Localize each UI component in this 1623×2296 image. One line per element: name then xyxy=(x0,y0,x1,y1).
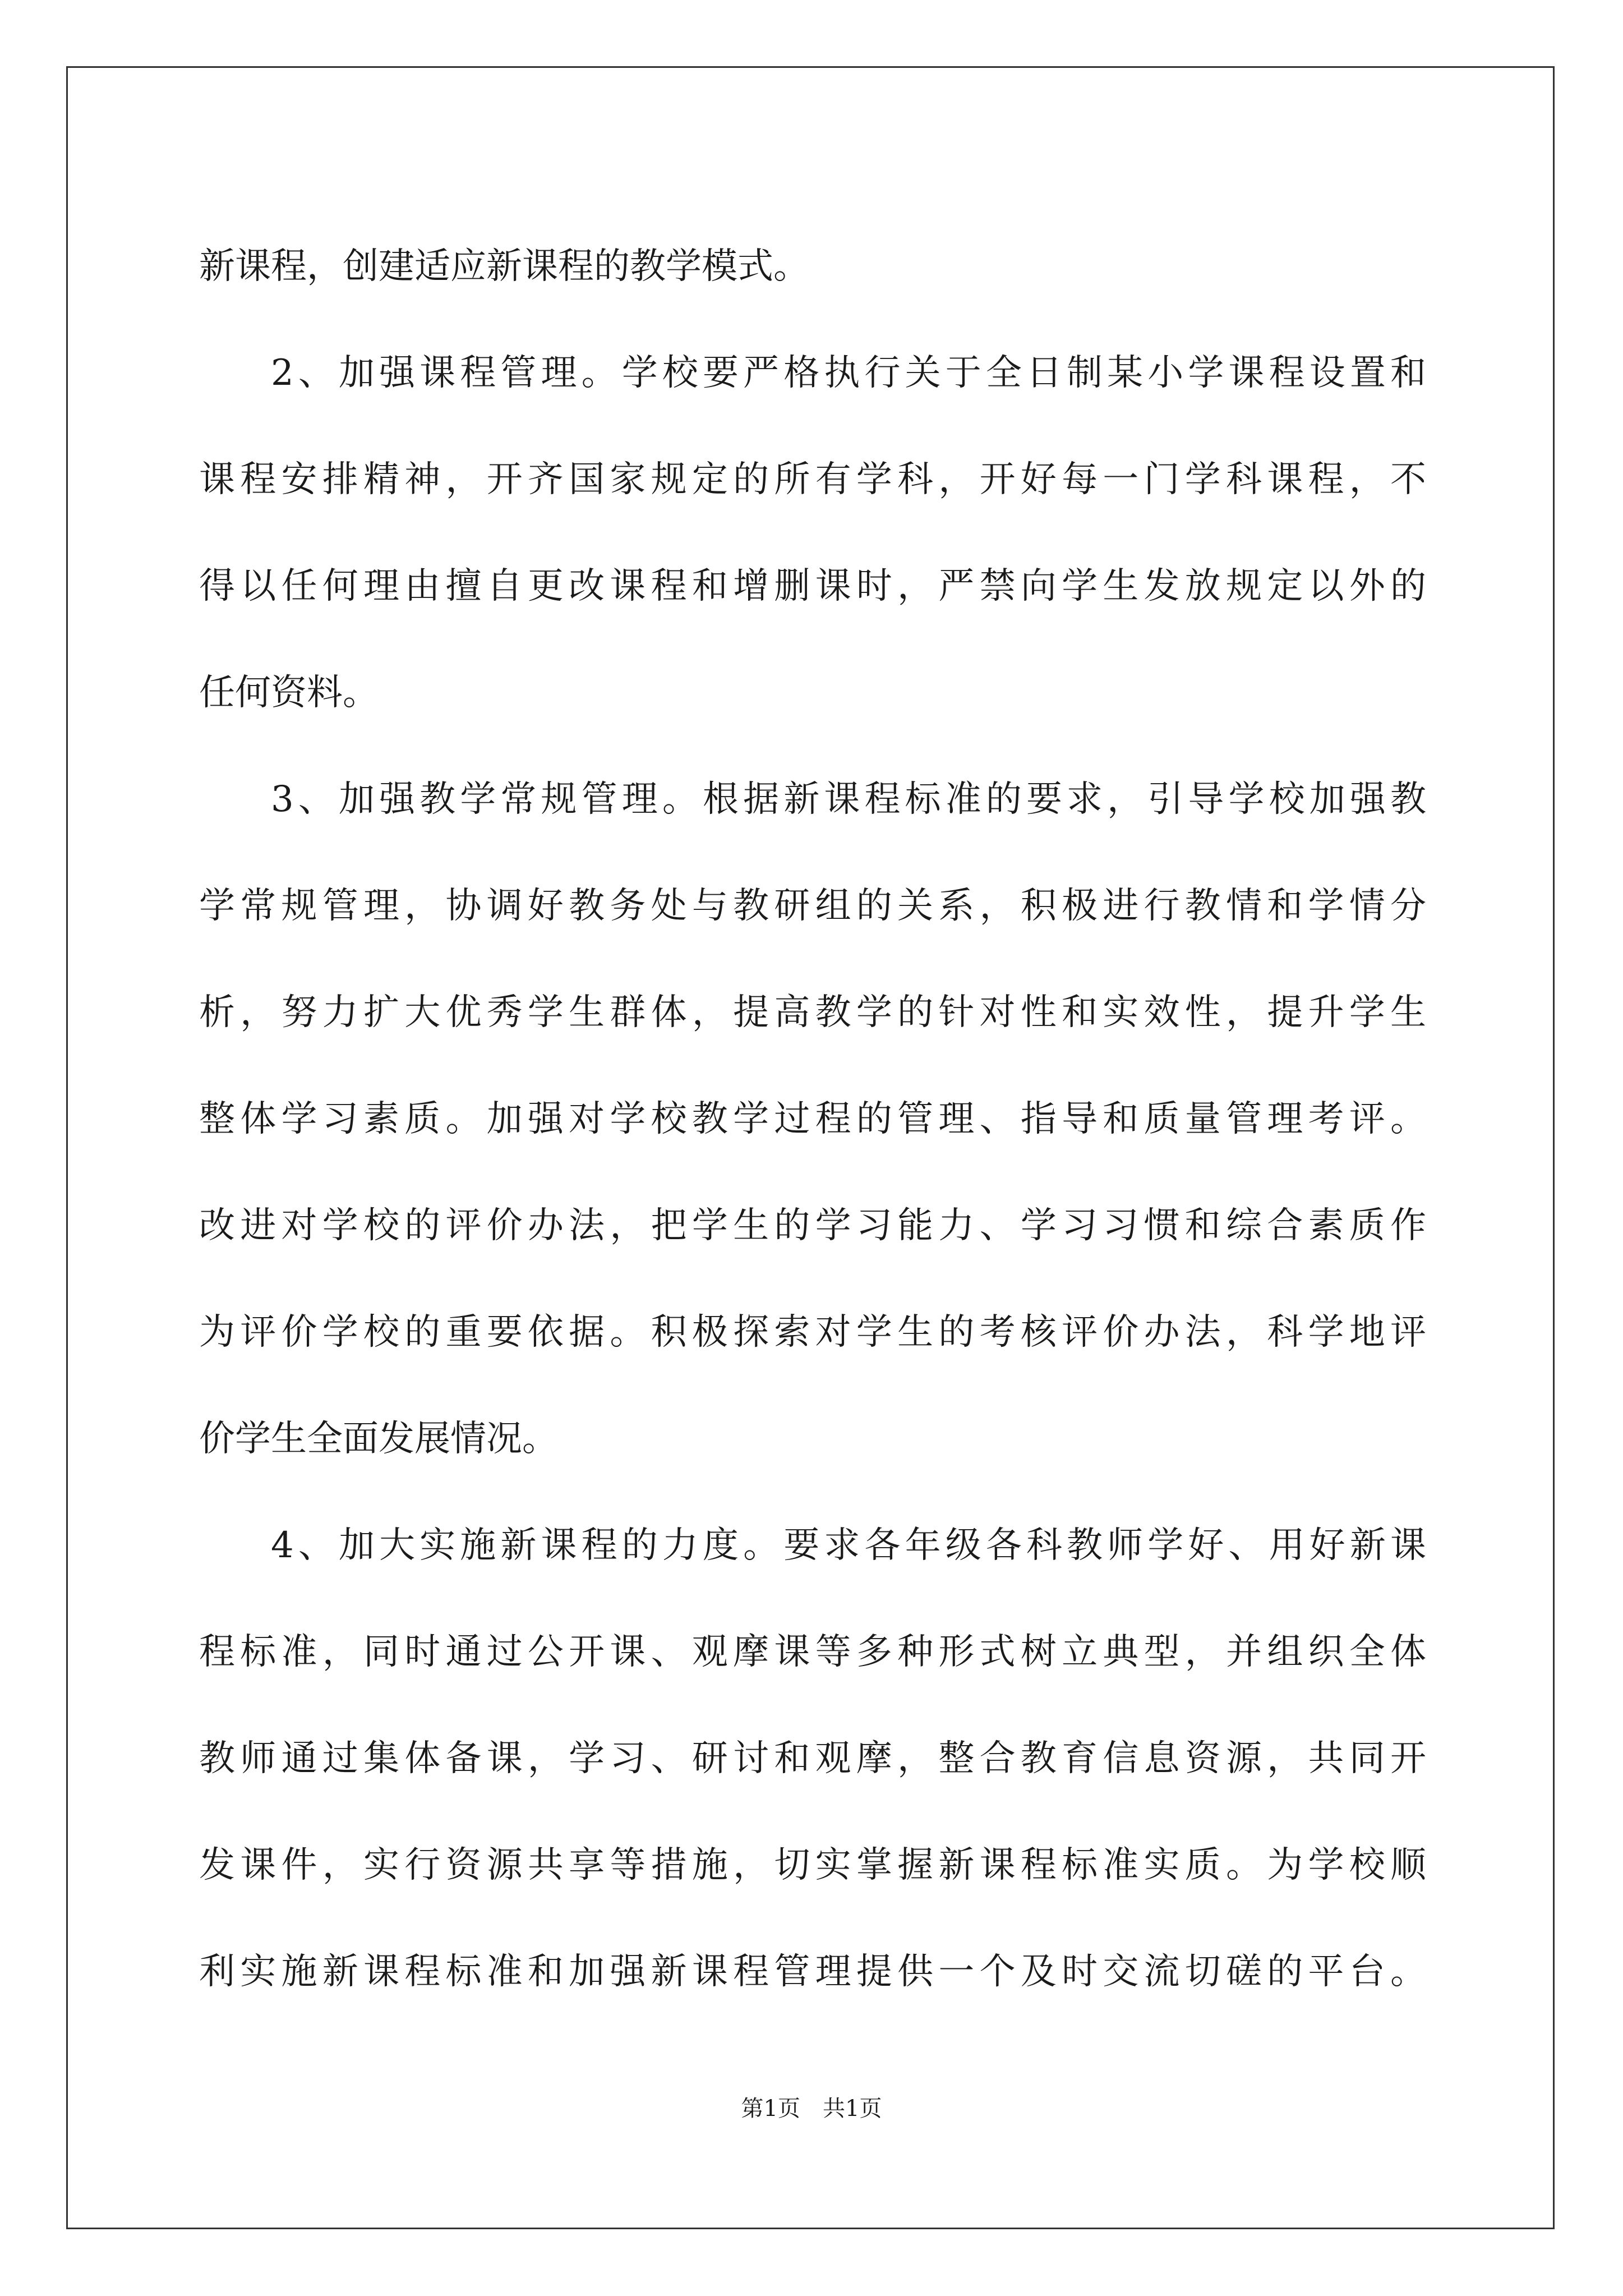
document-body xyxy=(199,213,1426,2025)
text-line: 学常规管理，协调好教务处与教研组的关系，积极进行教情和学情分 xyxy=(199,885,1426,927)
text-line: 整体学习素质。加强对学校教学过程的管理、指导和质量管理考评。 xyxy=(199,1098,1426,1140)
page-footer xyxy=(0,2092,1623,2125)
text-line: 发课件，实行资源共享等措施，切实掌握新课程标准实质。为学校顺 xyxy=(199,1844,1426,1886)
text-line: 新课程，创建适应新课程的教学模式。 xyxy=(199,246,809,287)
text-line: 任何资料。 xyxy=(199,672,379,714)
text-line: 析，努力扩大优秀学生群体，提高教学的针对性和实效性，提升学生 xyxy=(199,992,1426,1033)
text-line: 程标准，同时通过公开课、观摩课等多种形式树立典型，并组织全体 xyxy=(199,1631,1426,1673)
text-line: 4、加大实施新课程的力度。要求各年级各科教师学好、用好新课 xyxy=(271,1525,1426,1566)
text-line: 得以任何理由擅自更改课程和增删课时，严禁向学生发放规定以外的 xyxy=(199,565,1426,607)
text-line: 利实施新课程标准和加强新课程管理提供一个及时交流切磋的平台。 xyxy=(199,1951,1426,1993)
text-line: 3、加强教学常规管理。根据新课程标准的要求，引导学校加强教 xyxy=(271,779,1426,820)
text-line: 为评价学校的重要依据。积极探索对学生的考核评价办法，科学地评 xyxy=(199,1312,1426,1353)
text-line: 价学生全面发展情况。 xyxy=(199,1418,558,1460)
page-number-label: 第1页 共1页 xyxy=(741,2096,882,2122)
text-line: 教师通过集体备课，学习、研讨和观摩，整合教育信息资源，共同开 xyxy=(199,1738,1426,1779)
text-line: 改进对学校的评价办法，把学生的学习能力、学习习惯和综合素质作 xyxy=(199,1205,1426,1246)
text-line: 2、加强课程管理。学校要严格执行关于全日制某小学课程设置和 xyxy=(271,352,1426,394)
text-line: 课程安排精神，开齐国家规定的所有学科，开好每一门学科课程，不 xyxy=(199,459,1426,500)
